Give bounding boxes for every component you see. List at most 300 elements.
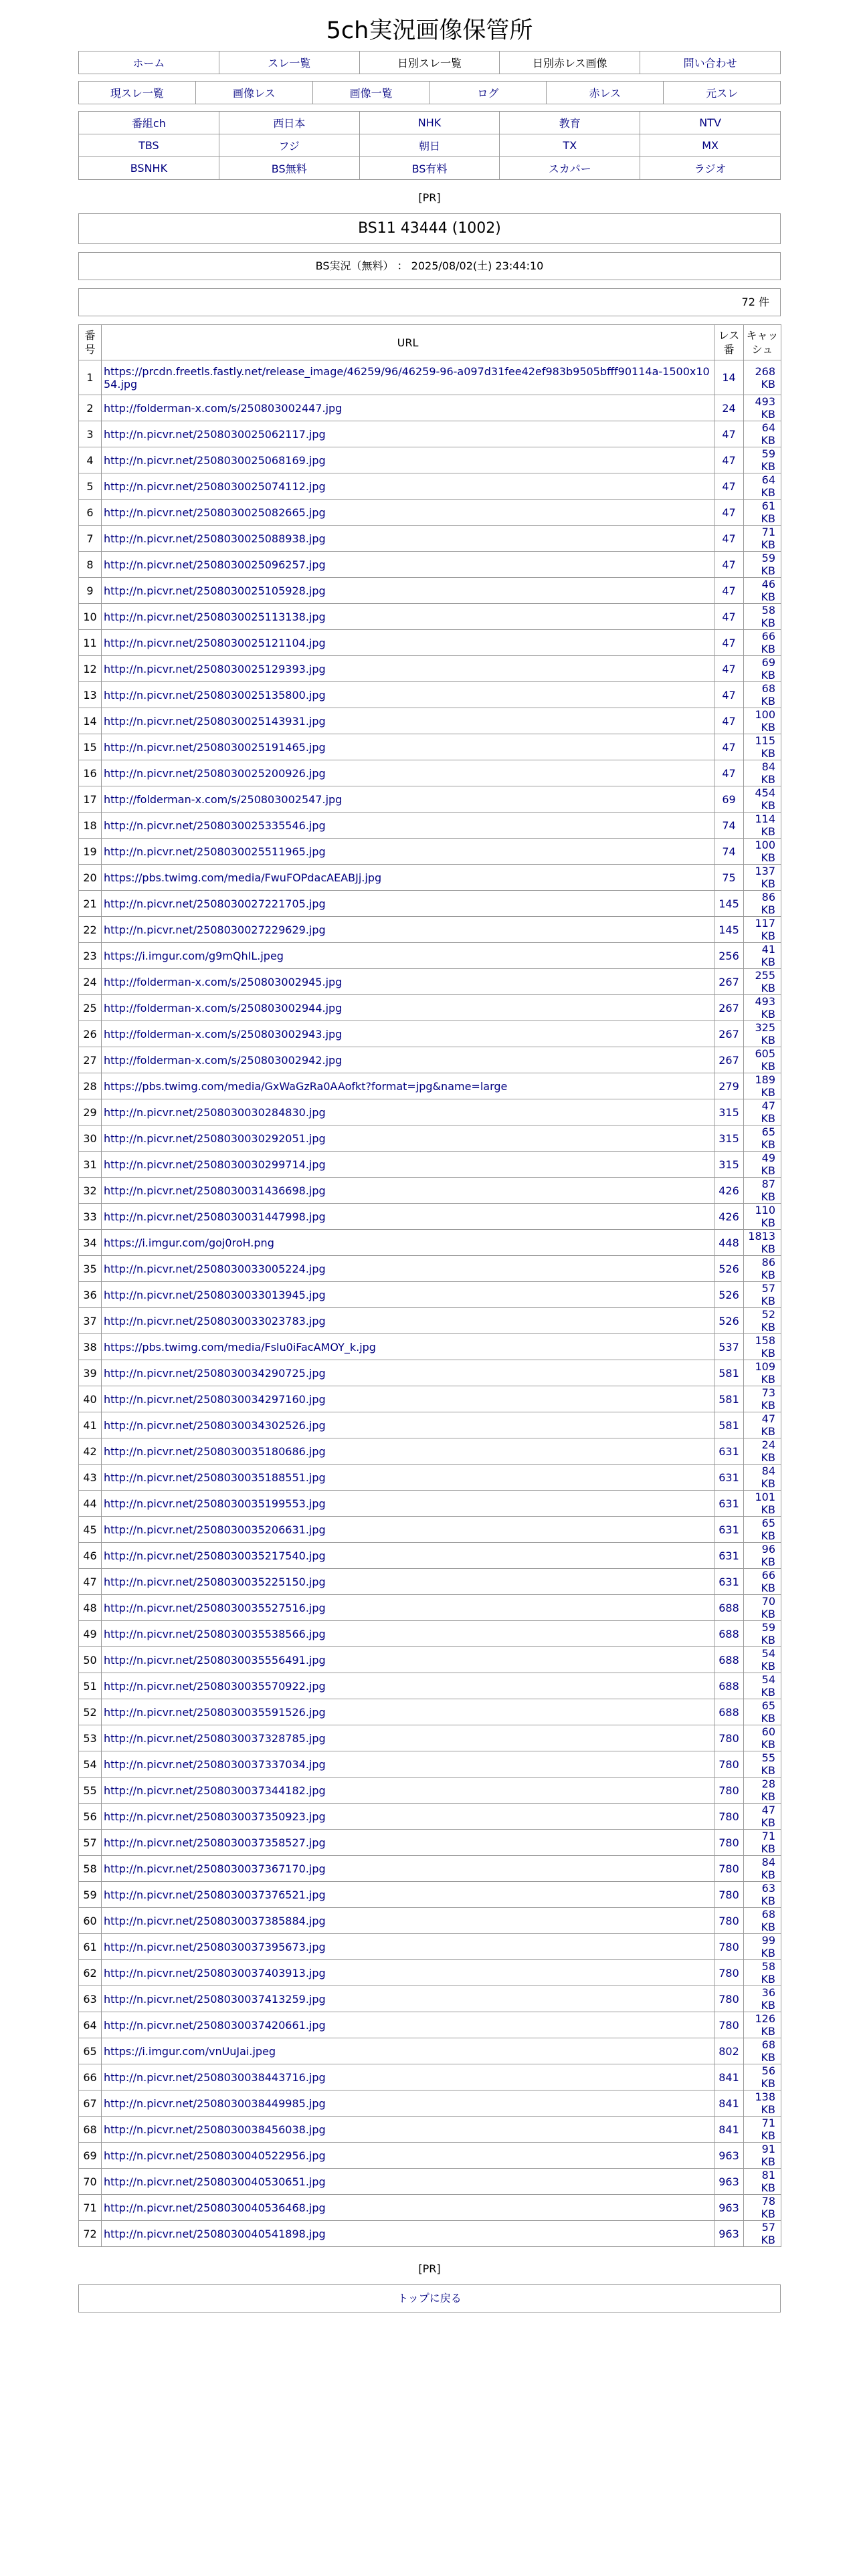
- res-number-link[interactable]: 581: [714, 1412, 744, 1438]
- channel-cell[interactable]: [219, 134, 359, 157]
- row-number: 18: [79, 813, 102, 839]
- channel-link[interactable]: MX: [702, 139, 719, 152]
- res-number-link[interactable]: 145: [714, 891, 744, 917]
- image-url-link[interactable]: https://pbs.twimg.com/media/FwuFOPdacAEABJj.jpg: [104, 871, 382, 884]
- cache-size-link[interactable]: 71 KB: [744, 2117, 781, 2143]
- table-row: [79, 421, 781, 447]
- channel-cell[interactable]: [79, 112, 219, 134]
- row-url-cell: [102, 760, 714, 786]
- res-number-link[interactable]: 780: [714, 1751, 744, 1778]
- res-number-link[interactable]: 267: [714, 969, 744, 995]
- res-number-link[interactable]: 780: [714, 1908, 744, 1934]
- image-url-link[interactable]: http://n.picvr.net/2508030025511965.jpg: [104, 845, 326, 858]
- cache-size-link[interactable]: 63 KB: [744, 1882, 781, 1908]
- image-url-link[interactable]: http://n.picvr.net/2508030035217540.jpg: [104, 1549, 326, 1562]
- row-url-cell: [102, 1569, 714, 1595]
- cache-size-link[interactable]: 47 KB: [744, 1099, 781, 1125]
- cache-size-link[interactable]: 100 KB: [744, 708, 781, 734]
- pr-label-top: [PR]: [418, 191, 441, 204]
- image-url-link[interactable]: http://n.picvr.net/2508030037413259.jpg: [104, 1992, 326, 2006]
- table-row: [79, 1778, 781, 1804]
- image-url-link[interactable]: http://n.picvr.net/2508030035206631.jpg: [104, 1523, 326, 1536]
- cache-size-link[interactable]: 86 KB: [744, 1256, 781, 1282]
- cache-size-link[interactable]: 52 KB: [744, 1308, 781, 1334]
- nav-current-threads[interactable]: [79, 82, 196, 104]
- image-url-link[interactable]: https://i.imgur.com/g9mQhIL.jpeg: [104, 949, 284, 962]
- image-url-link[interactable]: https://pbs.twimg.com/media/GxWaGzRa0AAofkt?format=jpg&name=large: [104, 1079, 508, 1093]
- cache-size-link[interactable]: 59 KB: [744, 1621, 781, 1647]
- channel-cell[interactable]: [79, 157, 219, 180]
- image-url-link[interactable]: http://n.picvr.net/2508030037376521.jpg: [104, 1888, 326, 1901]
- cache-size-link[interactable]: 70 KB: [744, 1595, 781, 1621]
- image-url-link[interactable]: http://n.picvr.net/2508030025143931.jpg: [104, 714, 326, 728]
- row-number: 44: [79, 1491, 102, 1517]
- cache-size-link[interactable]: 59 KB: [744, 552, 781, 578]
- channel-cell[interactable]: [500, 134, 640, 157]
- cache-size-link[interactable]: 58 KB: [744, 604, 781, 630]
- row-url-cell: [102, 943, 714, 969]
- image-url-link[interactable]: http://n.picvr.net/2508030038456038.jpg: [104, 2123, 326, 2136]
- nav-red-res[interactable]: [547, 82, 664, 104]
- res-number-link[interactable]: 780: [714, 1986, 744, 2012]
- cache-size-link[interactable]: 84 KB: [744, 760, 781, 786]
- image-url-link[interactable]: https://prcdn.freetls.fastly.net/release_image/46259/96/46259-96-a097d31fee42ef983b9505bfff90114a-1500x1054.jpg: [104, 364, 710, 391]
- image-url-link[interactable]: http://n.picvr.net/2508030038449985.jpg: [104, 2097, 326, 2110]
- res-number-link[interactable]: 47: [714, 473, 744, 500]
- image-url-link[interactable]: http://n.picvr.net/2508030035527516.jpg: [104, 1601, 326, 1614]
- back-to-top-box[interactable]: [78, 2284, 781, 2313]
- res-number-link[interactable]: 47: [714, 734, 744, 760]
- cache-size-link[interactable]: 255 KB: [744, 969, 781, 995]
- channel-link[interactable]: NHK: [417, 116, 442, 129]
- nav-image-res[interactable]: [195, 82, 312, 104]
- res-number-link[interactable]: 47: [714, 630, 744, 656]
- image-url-link[interactable]: http://n.picvr.net/2508030037350923.jpg: [104, 1810, 326, 1823]
- channel-cell[interactable]: [359, 134, 500, 157]
- cache-size-link[interactable]: 56 KB: [744, 2064, 781, 2090]
- image-url-link[interactable]: http://n.picvr.net/2508030025191465.jpg: [104, 740, 326, 754]
- image-url-link[interactable]: http://n.picvr.net/2508030025135800.jpg: [104, 688, 326, 702]
- res-number-link[interactable]: 841: [714, 2064, 744, 2090]
- cache-size-link[interactable]: 55 KB: [744, 1751, 781, 1778]
- channel-link[interactable]: スカパー: [548, 163, 591, 175]
- nav-thread-list-link[interactable]: スレ一覧: [268, 57, 311, 70]
- row-url-cell: [102, 421, 714, 447]
- image-url-link[interactable]: http://n.picvr.net/2508030035199553.jpg: [104, 1497, 326, 1510]
- image-url-link[interactable]: http://n.picvr.net/2508030037344182.jpg: [104, 1784, 326, 1797]
- res-number-link[interactable]: 780: [714, 1804, 744, 1830]
- row-url-cell: [102, 708, 714, 734]
- image-url-link[interactable]: http://n.picvr.net/2508030037385884.jpg: [104, 1914, 326, 1927]
- row-number: 3: [79, 421, 102, 447]
- table-row: [79, 656, 781, 682]
- res-number-link[interactable]: 963: [714, 2221, 744, 2247]
- res-number-link[interactable]: 526: [714, 1308, 744, 1334]
- cache-size-link[interactable]: 57 KB: [744, 1282, 781, 1308]
- image-url-link[interactable]: http://n.picvr.net/2508030035538566.jpg: [104, 1627, 326, 1640]
- nav-red-res-link[interactable]: 赤レス: [589, 87, 621, 100]
- row-number: 55: [79, 1778, 102, 1804]
- table-row: [79, 1491, 781, 1517]
- pr-label-bottom: [PR]: [418, 2262, 441, 2275]
- cache-size-link[interactable]: 68 KB: [744, 1908, 781, 1934]
- image-url-link[interactable]: https://i.imgur.com/vnUuJai.jpeg: [104, 2044, 276, 2058]
- image-url-link[interactable]: http://n.picvr.net/2508030025105928.jpg: [104, 584, 326, 597]
- image-url-link[interactable]: http://n.picvr.net/2508030037367170.jpg: [104, 1862, 326, 1875]
- res-number-link[interactable]: 47: [714, 552, 744, 578]
- res-number-link[interactable]: 47: [714, 421, 744, 447]
- cache-size-link[interactable]: 46 KB: [744, 578, 781, 604]
- res-number-link[interactable]: 526: [714, 1282, 744, 1308]
- res-number-link[interactable]: 631: [714, 1543, 744, 1569]
- cache-size-link[interactable]: 64 KB: [744, 473, 781, 500]
- table-row: [79, 1960, 781, 1986]
- cache-size-link[interactable]: 41 KB: [744, 943, 781, 969]
- cache-size-link[interactable]: 73 KB: [744, 1386, 781, 1412]
- channel-link[interactable]: TBS: [138, 139, 159, 152]
- image-url-link[interactable]: http://n.picvr.net/2508030025335546.jpg: [104, 819, 326, 832]
- cache-size-link[interactable]: 86 KB: [744, 891, 781, 917]
- table-row: [79, 760, 781, 786]
- image-url-link[interactable]: http://n.picvr.net/2508030034290725.jpg: [104, 1366, 326, 1380]
- image-url-link[interactable]: http://n.picvr.net/2508030037328785.jpg: [104, 1731, 326, 1745]
- image-url-link[interactable]: http://n.picvr.net/2508030035180686.jpg: [104, 1444, 326, 1458]
- nav-image-list[interactable]: [312, 82, 430, 104]
- channel-link[interactable]: ラジオ: [694, 163, 727, 175]
- image-url-link[interactable]: http://n.picvr.net/2508030037420661.jpg: [104, 2018, 326, 2032]
- cache-size-link[interactable]: 109 KB: [744, 1360, 781, 1386]
- row-url-cell: [102, 2090, 714, 2117]
- res-number-link[interactable]: 841: [714, 2090, 744, 2117]
- res-number-link[interactable]: 279: [714, 1073, 744, 1099]
- channel-link[interactable]: BSNHK: [130, 162, 168, 175]
- res-number-link[interactable]: 47: [714, 500, 744, 526]
- cache-size-link[interactable]: 60 KB: [744, 1725, 781, 1751]
- res-number-link[interactable]: 47: [714, 447, 744, 473]
- image-url-link[interactable]: http://n.picvr.net/2508030031447998.jpg: [104, 1210, 326, 1223]
- image-url-link[interactable]: http://n.picvr.net/2508030027229629.jpg: [104, 923, 326, 936]
- cache-size-link[interactable]: 137 KB: [744, 865, 781, 891]
- res-number-link[interactable]: 780: [714, 1856, 744, 1882]
- row-url-cell: [102, 1047, 714, 1073]
- res-number-link[interactable]: 24: [714, 395, 744, 421]
- image-url-link[interactable]: http://n.picvr.net/2508030025074112.jpg: [104, 479, 326, 493]
- image-url-link[interactable]: http://n.picvr.net/2508030040536468.jpg: [104, 2201, 326, 2214]
- cache-size-link[interactable]: 65 KB: [744, 1699, 781, 1725]
- table-row: [79, 1725, 781, 1751]
- res-number-link[interactable]: 75: [714, 865, 744, 891]
- cache-size-link[interactable]: 158 KB: [744, 1334, 781, 1360]
- res-number-link[interactable]: 47: [714, 656, 744, 682]
- channel-cell[interactable]: [640, 134, 781, 157]
- channel-link[interactable]: 朝日: [418, 140, 440, 152]
- back-to-top-link[interactable]: トップに戻る: [397, 2292, 462, 2304]
- cache-size-link[interactable]: 66 KB: [744, 1569, 781, 1595]
- res-number-link[interactable]: 780: [714, 1778, 744, 1804]
- cache-size-link[interactable]: 117 KB: [744, 917, 781, 943]
- cache-size-link[interactable]: 65 KB: [744, 1125, 781, 1152]
- cache-size-link[interactable]: 454 KB: [744, 786, 781, 813]
- cache-size-link[interactable]: 114 KB: [744, 813, 781, 839]
- res-number-link[interactable]: 688: [714, 1595, 744, 1621]
- res-number-link[interactable]: 802: [714, 2038, 744, 2064]
- cache-size-link[interactable]: 57 KB: [744, 2221, 781, 2247]
- nav-contact-link[interactable]: 問い合わせ: [683, 57, 737, 70]
- res-number-link[interactable]: 74: [714, 813, 744, 839]
- image-url-link[interactable]: http://n.picvr.net/2508030037358527.jpg: [104, 1836, 326, 1849]
- table-row: [79, 1282, 781, 1308]
- res-number-link[interactable]: 780: [714, 2012, 744, 2038]
- cache-size-link[interactable]: 58 KB: [744, 1960, 781, 1986]
- nav-image-res-link[interactable]: 画像レス: [232, 87, 276, 100]
- cache-size-link[interactable]: 68 KB: [744, 2038, 781, 2064]
- res-number-link[interactable]: 631: [714, 1569, 744, 1595]
- row-url-cell: [102, 682, 714, 708]
- image-url-link[interactable]: http://n.picvr.net/2508030025096257.jpg: [104, 558, 326, 571]
- cache-size-link[interactable]: 101 KB: [744, 1491, 781, 1517]
- row-number: 29: [79, 1099, 102, 1125]
- res-number-link[interactable]: 581: [714, 1360, 744, 1386]
- nav-log[interactable]: [430, 82, 547, 104]
- row-number: 54: [79, 1751, 102, 1778]
- cache-size-link[interactable]: 49 KB: [744, 1152, 781, 1178]
- channel-cell[interactable]: [79, 134, 219, 157]
- image-url-link[interactable]: http://n.picvr.net/2508030025200926.jpg: [104, 766, 326, 780]
- cache-size-link[interactable]: 36 KB: [744, 1986, 781, 2012]
- cache-size-link[interactable]: 1813 KB: [744, 1230, 781, 1256]
- channel-cell[interactable]: [359, 112, 500, 134]
- nav-original-thread-link[interactable]: 元スレ: [706, 87, 739, 100]
- image-url-link[interactable]: http://n.picvr.net/2508030025113138.jpg: [104, 610, 326, 623]
- image-url-link[interactable]: http://n.picvr.net/2508030035591526.jpg: [104, 1705, 326, 1719]
- nav-home[interactable]: [79, 51, 219, 74]
- res-number-link[interactable]: 47: [714, 578, 744, 604]
- channel-cell[interactable]: [219, 157, 359, 180]
- channel-cell[interactable]: [640, 112, 781, 134]
- res-number-link[interactable]: 267: [714, 1047, 744, 1073]
- res-number-link[interactable]: 47: [714, 604, 744, 630]
- nav-log-link[interactable]: ログ: [477, 87, 499, 100]
- cache-size-link[interactable]: 100 KB: [744, 839, 781, 865]
- cache-size-link[interactable]: 68 KB: [744, 682, 781, 708]
- image-url-link[interactable]: http://n.picvr.net/2508030030299714.jpg: [104, 1158, 326, 1171]
- res-number-link[interactable]: 448: [714, 1230, 744, 1256]
- cache-size-link[interactable]: 66 KB: [744, 630, 781, 656]
- cache-size-link[interactable]: 47 KB: [744, 1804, 781, 1830]
- nav-image-list-link[interactable]: 画像一覧: [349, 87, 393, 100]
- image-url-link[interactable]: http://n.picvr.net/2508030037337034.jpg: [104, 1757, 326, 1771]
- res-number-link[interactable]: 688: [714, 1699, 744, 1725]
- row-number: 19: [79, 839, 102, 865]
- image-url-link[interactable]: http://n.picvr.net/2508030025082665.jpg: [104, 506, 326, 519]
- image-url-link[interactable]: http://n.picvr.net/2508030033005224.jpg: [104, 1262, 326, 1275]
- image-url-link[interactable]: http://n.picvr.net/2508030027221705.jpg: [104, 897, 326, 910]
- image-url-link[interactable]: http://n.picvr.net/2508030035225150.jpg: [104, 1575, 326, 1588]
- res-number-link[interactable]: 426: [714, 1178, 744, 1204]
- res-number-link[interactable]: 780: [714, 1882, 744, 1908]
- cache-size-link[interactable]: 605 KB: [744, 1047, 781, 1073]
- image-url-link[interactable]: http://n.picvr.net/2508030035570922.jpg: [104, 1679, 326, 1693]
- cache-size-link[interactable]: 64 KB: [744, 421, 781, 447]
- res-number-link[interactable]: 780: [714, 1830, 744, 1856]
- cache-size-link[interactable]: 138 KB: [744, 2090, 781, 2117]
- res-number-link[interactable]: 256: [714, 943, 744, 969]
- res-number-link[interactable]: 631: [714, 1438, 744, 1465]
- res-number-link[interactable]: 780: [714, 1934, 744, 1960]
- res-number-link[interactable]: 47: [714, 760, 744, 786]
- cache-size-link[interactable]: 65 KB: [744, 1517, 781, 1543]
- cache-size-link[interactable]: 126 KB: [744, 2012, 781, 2038]
- res-number-link[interactable]: 688: [714, 1673, 744, 1699]
- res-number-link[interactable]: 267: [714, 1021, 744, 1047]
- image-url-link[interactable]: https://i.imgur.com/goj0roH.png: [104, 1236, 274, 1249]
- image-url-link[interactable]: http://folderman-x.com/s/250803002547.jpg: [104, 792, 343, 806]
- image-url-link[interactable]: http://folderman-x.com/s/250803002942.jpg: [104, 1053, 343, 1067]
- cache-size-link[interactable]: 47 KB: [744, 1412, 781, 1438]
- res-number-link[interactable]: 315: [714, 1125, 744, 1152]
- res-number-link[interactable]: 631: [714, 1517, 744, 1543]
- site-title: 5ch実況画像保管所: [326, 17, 533, 44]
- cache-size-link[interactable]: 61 KB: [744, 500, 781, 526]
- image-url-link[interactable]: http://n.picvr.net/2508030025088938.jpg: [104, 532, 326, 545]
- image-url-link[interactable]: http://n.picvr.net/2508030025121104.jpg: [104, 636, 326, 649]
- cache-size-link[interactable]: 84 KB: [744, 1856, 781, 1882]
- res-number-link[interactable]: 47: [714, 682, 744, 708]
- res-number-link[interactable]: 74: [714, 839, 744, 865]
- image-url-link[interactable]: http://n.picvr.net/2508030033023783.jpg: [104, 1314, 326, 1327]
- res-number-link[interactable]: 315: [714, 1152, 744, 1178]
- image-url-link[interactable]: http://n.picvr.net/2508030040530651.jpg: [104, 2175, 326, 2188]
- channel-cell[interactable]: [219, 112, 359, 134]
- channel-cell[interactable]: [359, 157, 500, 180]
- image-url-link[interactable]: http://folderman-x.com/s/250803002447.jpg: [104, 401, 343, 415]
- cache-size-link[interactable]: 71 KB: [744, 526, 781, 552]
- res-number-link[interactable]: 841: [714, 2117, 744, 2143]
- row-url-cell: [102, 786, 714, 813]
- image-url-link[interactable]: http://n.picvr.net/2508030035556491.jpg: [104, 1653, 326, 1667]
- res-number-link[interactable]: 780: [714, 1960, 744, 1986]
- cache-size-link[interactable]: 59 KB: [744, 447, 781, 473]
- image-url-link[interactable]: http://folderman-x.com/s/250803002943.jpg: [104, 1027, 343, 1041]
- cache-size-link[interactable]: 493 KB: [744, 995, 781, 1021]
- channel-link[interactable]: 西日本: [273, 117, 306, 130]
- cache-size-link[interactable]: 493 KB: [744, 395, 781, 421]
- res-number-link[interactable]: 581: [714, 1386, 744, 1412]
- table-row: [79, 786, 781, 813]
- res-number-link[interactable]: 526: [714, 1256, 744, 1282]
- res-number-link[interactable]: 145: [714, 917, 744, 943]
- res-number-link[interactable]: 688: [714, 1647, 744, 1673]
- nav-home-link[interactable]: ホーム: [132, 57, 165, 70]
- table-row: [79, 1543, 781, 1569]
- cache-size-link[interactable]: 24 KB: [744, 1438, 781, 1465]
- res-number-link[interactable]: 426: [714, 1204, 744, 1230]
- res-number-link[interactable]: 69: [714, 786, 744, 813]
- image-url-link[interactable]: http://n.picvr.net/2508030040522956.jpg: [104, 2149, 326, 2162]
- image-url-link[interactable]: http://n.picvr.net/2508030025129393.jpg: [104, 662, 326, 675]
- cache-size-link[interactable]: 71 KB: [744, 1830, 781, 1856]
- res-number-link[interactable]: 963: [714, 2169, 744, 2195]
- image-url-link[interactable]: http://n.picvr.net/2508030031436698.jpg: [104, 1184, 326, 1197]
- row-url-cell: [102, 1021, 714, 1047]
- res-number-link[interactable]: 631: [714, 1491, 744, 1517]
- cache-size-link[interactable]: 115 KB: [744, 734, 781, 760]
- res-number-link[interactable]: 963: [714, 2195, 744, 2221]
- image-url-link[interactable]: http://folderman-x.com/s/250803002944.jpg: [104, 1001, 343, 1014]
- cache-size-link[interactable]: 91 KB: [744, 2143, 781, 2169]
- image-url-link[interactable]: http://n.picvr.net/2508030037395673.jpg: [104, 1940, 326, 1953]
- row-url-cell: [102, 1360, 714, 1386]
- image-url-link[interactable]: http://n.picvr.net/2508030025062117.jpg: [104, 427, 326, 441]
- channel-cell[interactable]: [500, 112, 640, 134]
- row-url-cell: [102, 1882, 714, 1908]
- channel-link[interactable]: BS無料: [271, 163, 307, 175]
- channel-link[interactable]: TX: [563, 139, 577, 152]
- res-number-link[interactable]: 631: [714, 1465, 744, 1491]
- res-number-link[interactable]: 47: [714, 526, 744, 552]
- cache-size-link[interactable]: 99 KB: [744, 1934, 781, 1960]
- channel-link[interactable]: フジ: [278, 140, 300, 152]
- res-number-link[interactable]: 47: [714, 708, 744, 734]
- channel-link[interactable]: 番組ch: [131, 117, 166, 130]
- image-url-link[interactable]: http://n.picvr.net/2508030030292051.jpg: [104, 1132, 326, 1145]
- cache-size-link[interactable]: 268 KB: [744, 360, 781, 395]
- nav-contact[interactable]: [640, 51, 781, 74]
- image-url-link[interactable]: http://n.picvr.net/2508030037403913.jpg: [104, 1966, 326, 1979]
- image-url-link[interactable]: http://n.picvr.net/2508030040541898.jpg: [104, 2227, 326, 2240]
- image-url-link[interactable]: http://n.picvr.net/2508030038443716.jpg: [104, 2070, 326, 2084]
- res-number-link[interactable]: 315: [714, 1099, 744, 1125]
- channel-link[interactable]: NTV: [699, 116, 721, 129]
- nav-original-thread[interactable]: [664, 82, 781, 104]
- image-url-link[interactable]: http://n.picvr.net/2508030034297160.jpg: [104, 1392, 326, 1406]
- nav-thread-list[interactable]: [219, 51, 359, 74]
- cache-size-link[interactable]: 54 KB: [744, 1647, 781, 1673]
- image-url-link[interactable]: http://folderman-x.com/s/250803002945.jpg: [104, 975, 343, 988]
- cache-size-link[interactable]: 28 KB: [744, 1778, 781, 1804]
- channel-link[interactable]: BS有料: [411, 163, 448, 175]
- channel-cell[interactable]: [500, 157, 640, 180]
- cache-size-link[interactable]: 110 KB: [744, 1204, 781, 1230]
- image-url-link[interactable]: http://n.picvr.net/2508030025068169.jpg: [104, 453, 326, 467]
- cache-size-link[interactable]: 84 KB: [744, 1465, 781, 1491]
- cache-size-link[interactable]: 81 KB: [744, 2169, 781, 2195]
- cache-size-link[interactable]: 189 KB: [744, 1073, 781, 1099]
- image-url-link[interactable]: http://n.picvr.net/2508030035188551.jpg: [104, 1471, 326, 1484]
- cache-size-link[interactable]: 78 KB: [744, 2195, 781, 2221]
- res-number-link[interactable]: 780: [714, 1725, 744, 1751]
- cache-size-link[interactable]: 69 KB: [744, 656, 781, 682]
- image-url-link[interactable]: http://n.picvr.net/2508030033013945.jpg: [104, 1288, 326, 1301]
- cache-size-link[interactable]: 96 KB: [744, 1543, 781, 1569]
- row-number: 2: [79, 395, 102, 421]
- cache-size-link[interactable]: 87 KB: [744, 1178, 781, 1204]
- cache-size-link[interactable]: 325 KB: [744, 1021, 781, 1047]
- image-url-link[interactable]: https://pbs.twimg.com/media/Fslu0iFacAMOY_k.jpg: [104, 1340, 376, 1354]
- channel-cell[interactable]: [640, 157, 781, 180]
- res-number-link[interactable]: 14: [714, 360, 744, 395]
- image-url-link[interactable]: http://n.picvr.net/2508030034302526.jpg: [104, 1418, 326, 1432]
- nav-current-threads-link[interactable]: 現スレ一覧: [110, 87, 164, 100]
- res-number-link[interactable]: 688: [714, 1621, 744, 1647]
- cache-size-link[interactable]: 54 KB: [744, 1673, 781, 1699]
- row-url-cell: [102, 1543, 714, 1569]
- res-number-link[interactable]: 963: [714, 2143, 744, 2169]
- res-number-link[interactable]: 267: [714, 995, 744, 1021]
- res-number-link[interactable]: 537: [714, 1334, 744, 1360]
- channel-link[interactable]: 教育: [559, 117, 581, 130]
- image-url-link[interactable]: http://n.picvr.net/2508030030284830.jpg: [104, 1105, 326, 1119]
